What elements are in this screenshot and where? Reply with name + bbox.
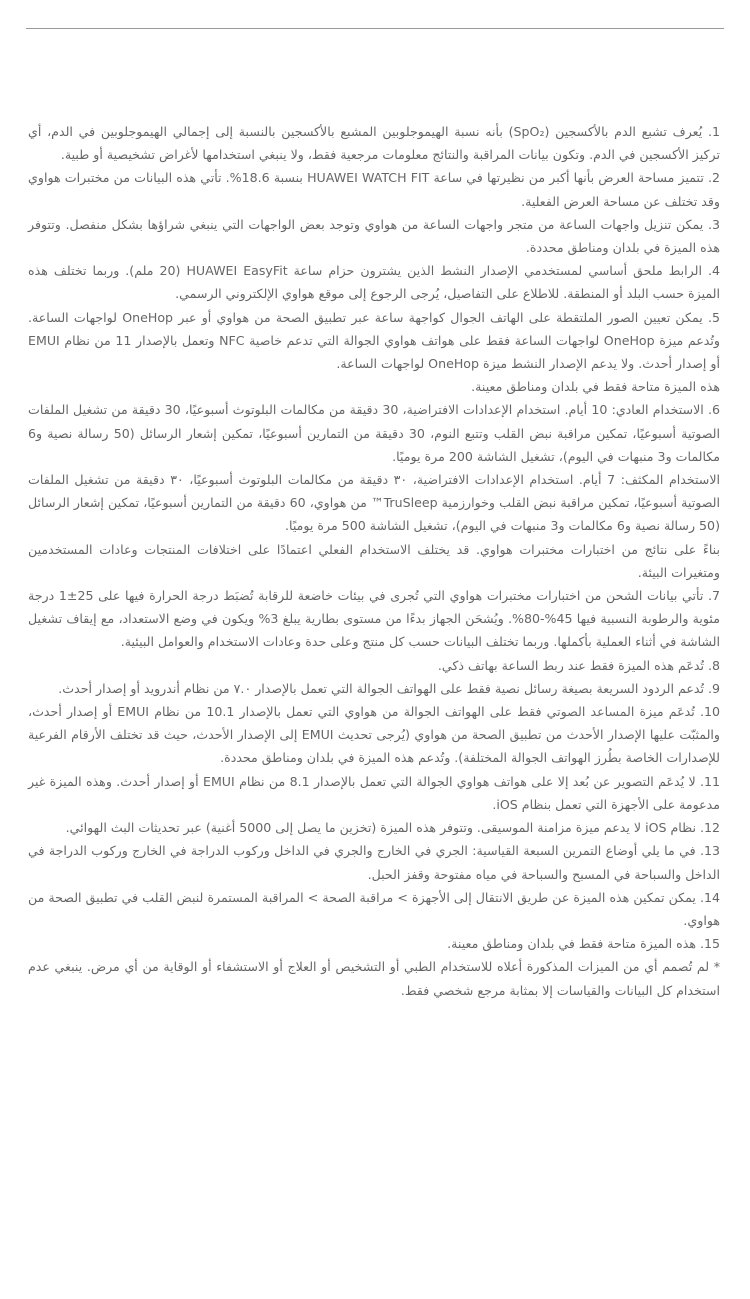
footnotes-section [28, 120, 720, 1002]
disclaimer: * لم تُصمم أي من الميزات المذكورة أعلاه للاستخدام الطبي أو التشخيص أو العلاج أو الاستشفاء أو الوقاية من أي مرض. ينبغي عدم استخدام كل البيانات والقياسات إلا بمثابة مرجع شخصي فقط. [28, 959, 720, 998]
footnote-12: 12. نظام iOS لا يدعم ميزة مزامنة الموسيقى. وتتوفر هذه الميزة (تخزين ما يصل إلى 5000 أغنية) عبر تحديثات البث الهوائي. [65, 820, 720, 836]
footnote-1: 1. يُعرف تشبع الدم بالأكسجين (SpO₂) بأنه نسبة الهيموجلوبين المشبع بالأكسجين بالنسبة إلى إجمالي الهيموجلوبين في الدم، أي تركيز الأكسجين في الدم. وتكون بيانات المراقبة والنتائج معلومات مرجعية فقط، ولا ينبغي استخدامها لأغراض تشخيصية أو طبية. [28, 124, 720, 163]
footnote-15: 15. هذه الميزة متاحة فقط في بلدان ومناطق معينة. [447, 936, 720, 952]
footnote-14: 14. يمكن تمكين هذه الميزة عن طريق الانتقال إلى الأجهزة > مراقبة الصحة > المراقبة المستمرة لنبض القلب في تطبيق الصحة من هواوي. [28, 889, 720, 928]
footnote-6-normal-use: 6. الاستخدام العادي: 10 أيام. استخدام الإعدادات الافتراضية، 30 دقيقة من مكالمات البلوتوث أسبوعيًا، 30 دقيقة من تشغيل الملفات الصوتية أسبوعيًا، تمكين مراقبة نبض القلب وتتبع النوم، 30 دقيقة من التمارين أسبوعيًا، تمكين إشعار الرسائل (50 رسالة نصية و6 مكالمات و3 منبهات في اليوم)، تشغيل الشاشة 200 مرة يوميًا. [28, 402, 721, 464]
footnote-6-heavy-use: الاستخدام المكثف: 7 أيام. استخدام الإعدادات الافتراضية، ٣٠ دقيقة من مكالمات البلوتوث أسبوعيًا، ٣٠ دقيقة من تشغيل الملفات الصوتية أسبوعيًا، تمكين مراقبة نبض القلب وخوارزمية TruSleep™ من هواوي، 60 دقيقة من التمارين أسبوعيًا، تمكين إشعار الرسائل (50 رسالة نصية و6 مكالمات و3 منبهات في اليوم)، تشغيل الشاشة 500 مرة يوميًا. [28, 472, 721, 534]
footnote-5-availability: هذه الميزة متاحة فقط في بلدان ومناطق معينة. [471, 379, 720, 395]
footnote-11: 11. لا يُدعَم التصوير عن بُعد إلا على هواتف هواوي الجوالة التي تعمل بالإصدار 8.1 من نظام EMUI أو إصدار أحدث. وهذه الميزة غير مدعومة على الأجهزة التي تعمل بنظام iOS. [28, 773, 721, 812]
footnote-13: 13. في ما يلي أوضاع التمرين السبعة القياسية: الجري في الخارج والجري في الداخل وركوب الدراجة في الخارج وركوب الدراجة في الداخل والسباحة في المسبح والسباحة في مياه مفتوحة وقفز الحبل. [28, 843, 720, 882]
footnote-10: 10. تُدعَم ميزة المساعد الصوتي فقط على الهواتف الجوالة من هواوي التي تعمل بالإصدار 10.1 من نظام EMUI أو إصدار أحدث، والمثبّت عليها الإصدار الأحدث من تطبيق الصحة من هواوي (يُرجى تحديث EMUI إلى الإصدار الأحدث، حيث قد تختلف الأرقام الفرعية للإصدارات الخاصة بطُرز الهواتف الجوالة المختلفة). وتُدعم هذه الميزة في بلدان ومناطق محددة. [28, 704, 720, 766]
footnote-9: 9. تُدعم الردود السريعة بصيغة رسائل نصية فقط على الهواتف الجوالة التي تعمل بالإصدار ٧.٠ من نظام أندرويد أو إصدار أحدث. [58, 680, 720, 696]
footnote-2: 2. تتميز مساحة العرض بأنها أكبر من نظيرتها في ساعة HUAWEI WATCH FIT بنسبة 18.6%. تأتي هذه البيانات من مختبرات هواوي وقد تختلف عن مساحة العرض الفعلية. [28, 170, 720, 209]
footnote-6-basis: بناءً على نتائج من اختبارات مختبرات هواوي. قد يختلف الاستخدام الفعلي اعتمادًا على اختلافات المنتجات وعادات المستخدمين ومتغيرات البيئة. [28, 541, 720, 580]
top-divider [26, 28, 724, 29]
footnote-4: 4. الرابط ملحق أساسي لمستخدمي الإصدار النشط الذين يشترون حزام ساعة HUAWEI EasyFit (20 ملم). وربما تختلف هذه الميزة حسب البلد أو المنطقة. للاطلاع على التفاصيل، يُرجى الرجوع إلى موقع هواوي الإلكتروني الرسمي. [28, 263, 720, 302]
footnote-7: 7. تأتي بيانات الشحن من اختبارات مختبرات هواوي التي تُجرى في بيئات خاضعة للرقابة تُضبَط درجة الحرارة فيها على 25±1 درجة مئوية والرطوبة النسبية فيها 45%-80%. ويُشحَن الجهاز بدءًا من مستوى بطارية يبلغ 3% ويكون في وضع الاستعداد، مع إيقاف تشغيل الشاشة في أثناء العملية بأكملها. وربما تختلف البيانات حسب كل منتج وعلى حدة وعادات الاستخدام والعوامل البيئية. [28, 588, 721, 650]
footnote-3: 3. يمكن تنزيل واجهات الساعة من متجر واجهات الساعة من هواوي وتوجد بعض الواجهات التي ينبغي شراؤها بشكل منفصل. وتتوفر هذه الميزة في بلدان ومناطق محددة. [28, 216, 720, 256]
footnote-8: 8. تُدعَم هذه الميزة فقط عند ربط الساعة بهاتف ذكي. [437, 657, 720, 673]
footnote-5: 5. يمكن تعيين الصور الملتقطة على الهاتف الجوال كواجهة ساعة عبر تطبيق الصحة من هواوي أو عبر OneHop لواجهات الساعة. وتُدعم ميزة OneHop لواجهات الساعة فقط على هواتف هواوي الجوالة التي تدعم خاصية NFC وتعمل بالإصدار 11 من نظام EMUI أو إصدار أحدث. ولا يدعم الإصدار النشط ميزة OneHop لواجهات الساعة. [28, 309, 720, 372]
